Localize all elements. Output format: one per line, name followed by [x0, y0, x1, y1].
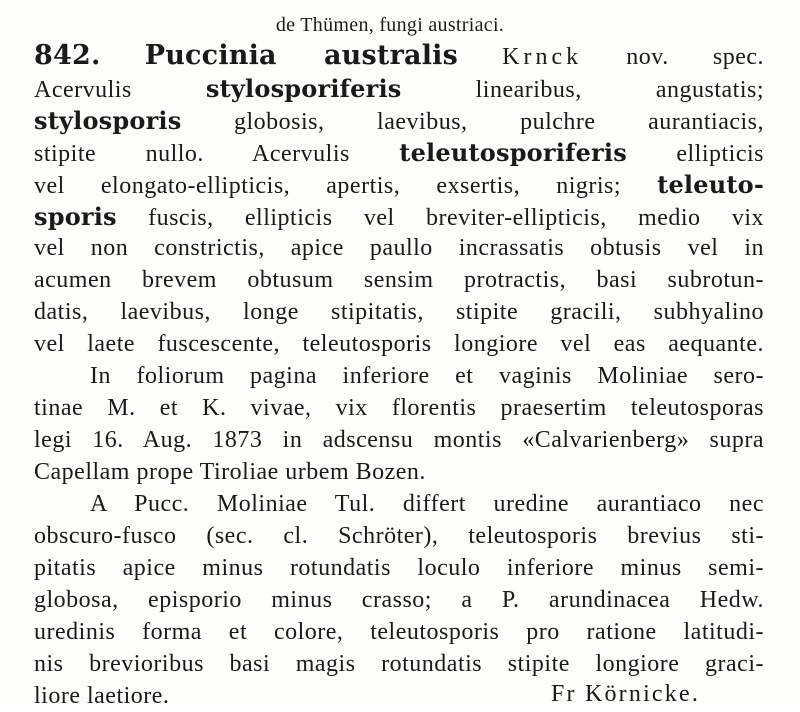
habitat-line-2: tinae M. et K. vivae, vix florentis praesertim teleutosporas [34, 395, 764, 421]
description-line-10: vel laete fuscescente, teleutosporis longiore vel eas aequante. [34, 331, 764, 357]
text-fragment: ellipticis [676, 141, 765, 167]
species-name: Puccinia australis [144, 40, 459, 71]
remarks-line-6: nis brevioribus basi magis rotundatis stipite longiore graci- [34, 651, 764, 677]
author-signature: Fr Körnicke. [551, 681, 701, 707]
description-line-9: datis, laevibus, longe stipitatis, stipite gracili, subhyalino [34, 299, 764, 325]
description-line-5 [34, 169, 764, 202]
emphasis-term: stylosporiferis [205, 74, 402, 103]
habitat-line-3: legi 16. Aug. 1873 in adscensu montis «Calvarienberg» supra [34, 427, 764, 453]
emphasis-term: teleutosporiferis [399, 138, 627, 167]
species-status: nov. spec. [626, 44, 765, 70]
text-fragment: fuscis, ellipticis vel breviter-ellipticis, medio vix [148, 205, 765, 231]
description-line-3 [34, 105, 764, 138]
description-line-2 [34, 73, 764, 106]
description-line-7: vel non constrictis, apice paullo incrassatis obtusis vel in [34, 235, 764, 261]
remarks-line-5: uredinis forma et colore, teleutosporis pro ratione latitudi- [34, 619, 764, 645]
entry-number: 842. [34, 40, 101, 71]
habitat-line-1: In foliorum pagina inferiore et vaginis Moliniae sero- [90, 363, 764, 389]
remarks-line-2: obscuro-fusco (sec. cl. Schröter), teleutosporis brevius sti- [34, 523, 764, 549]
remarks-line-7: liore laetiore. [34, 683, 170, 709]
remarks-line-1: A Pucc. Moliniae Tul. differt uredine aurantiaco nec [90, 491, 764, 517]
emphasis-term: stylosporis [34, 106, 182, 135]
species-author: Krnck [502, 44, 583, 70]
remarks-line-4: globosa, episporio minus crasso; a P. arundinacea Hedw. [34, 587, 764, 613]
description-line-6 [34, 201, 764, 234]
text-fragment: Acervulis [34, 77, 132, 103]
running-head: de Thümen, fungi austriaci. [275, 14, 505, 36]
entry-heading-line [34, 40, 764, 73]
text-fragment: linearibus, angustatis; [475, 77, 764, 103]
description-line-8: acumen brevem obtusum sensim protractis, basi subrotun- [34, 267, 764, 293]
text-fragment: stipite nullo. Acervulis [34, 141, 350, 167]
habitat-line-4: Capellam prope Tiroliae urbem Bozen. [34, 459, 426, 485]
text-fragment: globosis, laevibus, pulchre aurantiacis, [234, 109, 765, 135]
emphasis-term: teleuto- [657, 170, 765, 199]
description-line-4 [34, 137, 764, 170]
text-fragment: vel elongato-ellipticis, apertis, exsertis, nigris; [34, 173, 622, 199]
emphasis-term: sporis [34, 202, 117, 231]
remarks-line-3: pitatis apice minus rotundatis loculo inferiore minus semi- [34, 555, 764, 581]
